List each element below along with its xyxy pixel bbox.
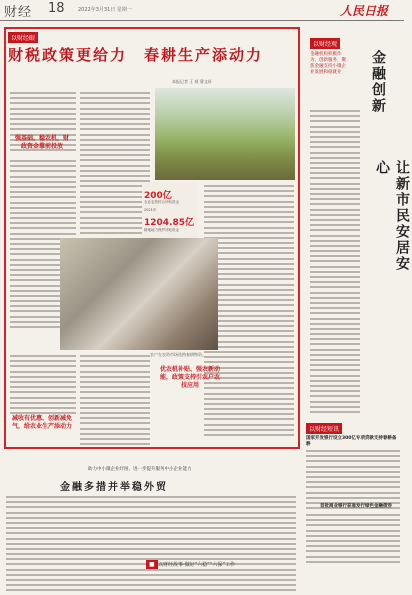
farm-market-photo: [60, 238, 218, 350]
right-body-text: [310, 110, 360, 416]
bottom-body-text: [6, 496, 296, 595]
bottom-headline: 金融多措并举稳外贸: [60, 482, 168, 493]
main-column-tag: 以财经眼: [8, 32, 38, 43]
page-header: [0, 0, 404, 21]
main-byline: 本报记者 王 观 曹文轩: [172, 79, 212, 84]
right-lower-tag: 以财经短讯: [306, 423, 342, 434]
stat-label-1: 农业农资综合补贴资金: [144, 200, 179, 204]
footer-banner: 以财经故事·做好“六稳”“六保”工作: [158, 562, 235, 568]
page-number: 18: [48, 1, 65, 16]
stats-infobox: [142, 182, 198, 238]
news-brief-1: 国家开发银行设立300亿专项贷款支持春耕备耕: [306, 436, 397, 447]
main-headline: 财税政策更给力 春耕生产添动力: [8, 46, 264, 64]
right-column-brief: 金融机构积极作为，创新服务，聚焦金融支持小微企业发展和稳就业: [310, 52, 346, 75]
photo-caption: 农户在农资市场选购春耕物资。: [150, 352, 206, 357]
news-brief-2: 首批商业银行获准发行绿色金融债券: [320, 504, 392, 509]
stat-year: 2021年: [144, 208, 157, 212]
stat-amount-2: 1204.85亿: [144, 218, 194, 228]
footer-tag-mark: ■: [146, 560, 158, 569]
right-vertical-title-2: 让新市民安居安心: [374, 160, 410, 272]
right-vertical-title-1: 金融创新: [370, 50, 386, 114]
bottom-kicker: 助力中小微企业纾困，进一步提升服务中小企业能力: [88, 467, 192, 472]
subhead-2: 优农机补贴、强农新动能，政策支持引农户农技应用: [160, 366, 221, 389]
news-brief-1-text: [306, 450, 400, 512]
section-name: 财经: [4, 5, 33, 20]
body-text-col-1c: [10, 355, 76, 417]
body-text-col-2: [80, 92, 150, 237]
tractor-field-photo: [155, 88, 295, 180]
newspaper-logo: 人民日报: [340, 4, 389, 18]
body-text-col-2b: [80, 355, 150, 448]
news-brief-2-text: [306, 514, 400, 566]
stat-amount-1: 200亿: [144, 191, 172, 201]
issue-date: 2022年3月31日 星期一: [78, 7, 132, 13]
stat-label-2: 耕地地力保护补贴资金: [144, 228, 179, 232]
subhead-3: 减收有优惠、创新减免气，给农业生产添动力: [12, 415, 73, 430]
subhead-1: 强基础、稳农机，财政资金靠前投放: [14, 135, 69, 150]
right-column-tag: 以财经观: [310, 38, 340, 49]
